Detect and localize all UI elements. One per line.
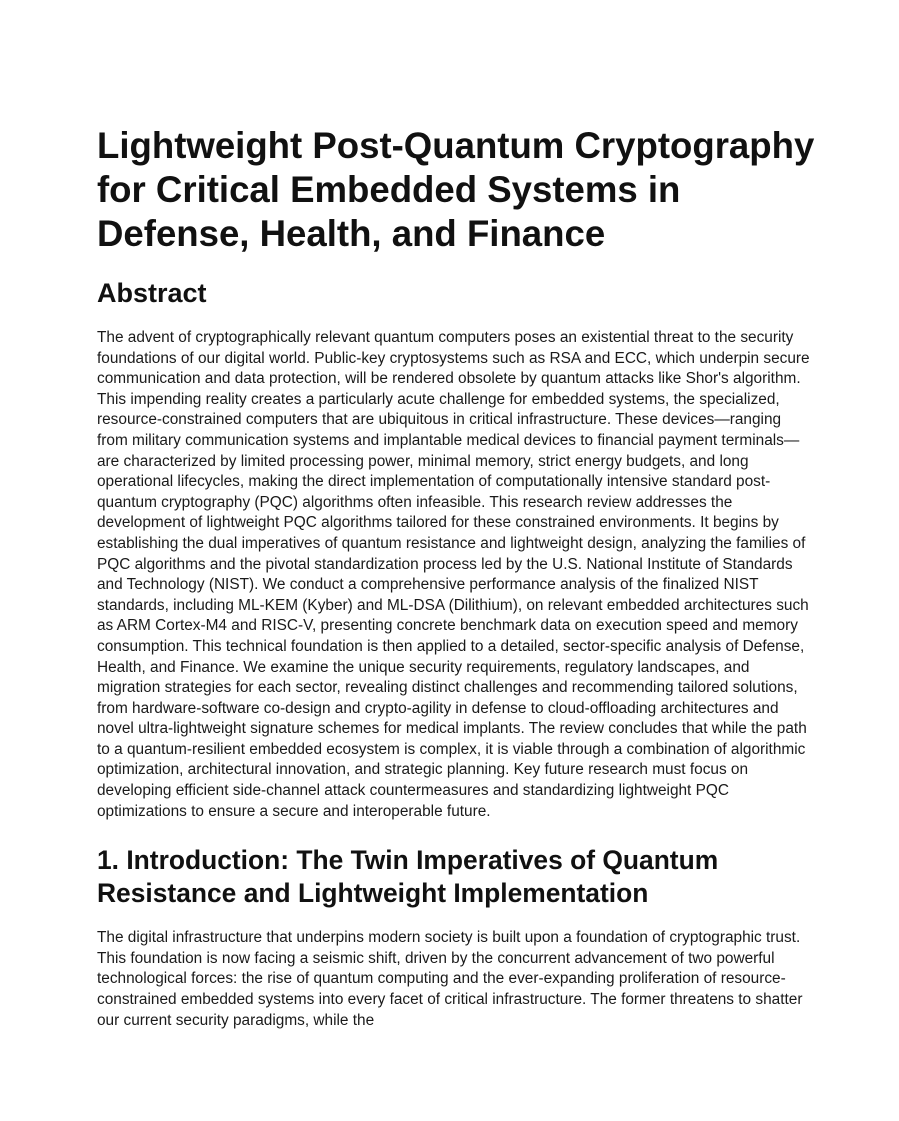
section-heading-introduction: 1. Introduction: The Twin Imperatives of Quantum Resistance and Lightweight Implementation <box>97 845 719 909</box>
section-paragraph-introduction: The digital infrastructure that underpins modern society is built upon a foundation of cryptographic trust. This foundation is now facing a seismic shift, driven by the concurrent advancement of two powerful technological forces: the rise of quantum computing and the ever-expanding proliferation of resource-constrained embedded systems into every facet of critical infrastructure. The former threatens to shatter our current security paradigms, while the <box>97 929 803 1029</box>
paper-title: Lightweight Post-Quantum Cryptography for Critical Embedded Systems in Defense, Health, and Finance <box>97 125 815 254</box>
paper-page <box>97 124 815 1031</box>
abstract-paragraph: The advent of cryptographically relevant quantum computers poses an existential threat to the security foundations of our digital world. Public-key cryptosystems such as RSA and ECC, which underpin secure communication and data protection, will be rendered obsolete by quantum attacks like Shor's algorithm. This impending reality creates a particularly acute challenge for embedded systems, the specialized, resource-constrained computers that are ubiquitous in critical infrastructure. These devices—ranging from military communication systems and implantable medical devices to financial payment terminals—are characterized by limited processing power, minimal memory, strict energy budgets, and long operational lifecycles, making the direct implementation of computationally intensive standard post-quantum cryptography (PQC) algorithms often infeasible. This research review addresses the development of lightweight PQC algorithms tailored for these constrained environments. It begins by establishing the dual imperatives of quantum resistance and lightweight design, analyzing the families of PQC algorithms and the pivotal standardization process led by the U.S. National Institute of Standards and Technology (NIST). We conduct a comprehensive performance analysis of the finalized NIST standards, including ML-KEM (Kyber) and ML-DSA (Dilithium), on relevant embedded architectures such as ARM Cortex-M4 and RISC-V, presenting concrete benchmark data on execution speed and memory consumption. This technical foundation is then applied to a detailed, sector-specific analysis of Defense, Health, and Finance. We examine the unique security requirements, regulatory landscapes, and migration strategies for each sector, revealing distinct challenges and recommending tailored solutions, from hardware-software co-design and crypto-agility in defense to cloud-offloading architectures and novel ultra-lightweight signature schemes for medical implants. The review concludes that while the path to a quantum-resilient embedded ecosystem is complex, it is viable through a combination of algorithmic optimization, architectural innovation, and strategic planning. Key future research must focus on developing efficient side-channel attack countermeasures and standardizing lightweight PQC optimizations to ensure a secure and interoperable future. <box>97 329 810 820</box>
abstract-heading: Abstract <box>97 278 207 308</box>
